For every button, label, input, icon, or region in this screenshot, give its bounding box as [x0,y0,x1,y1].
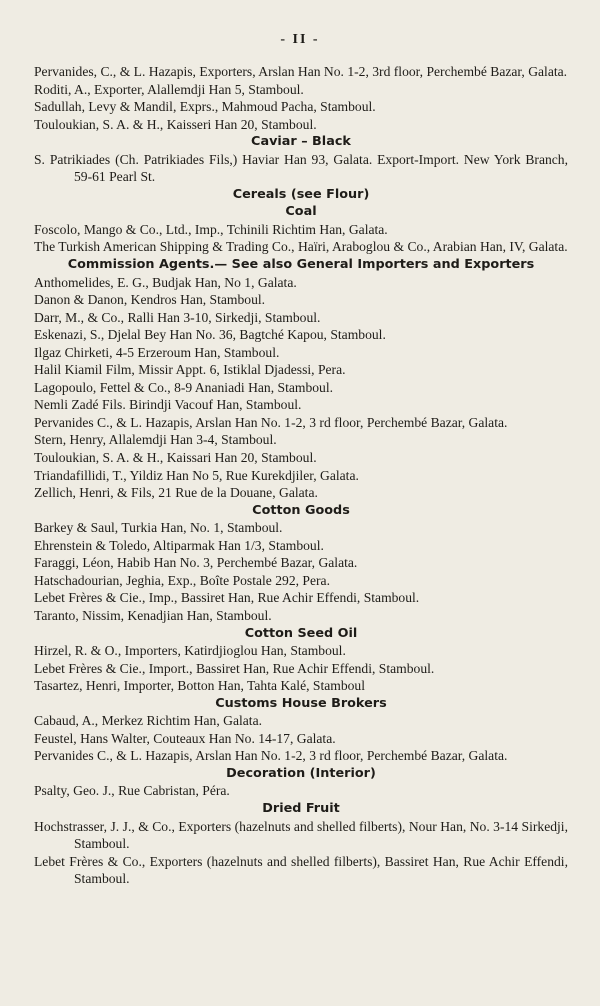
directory-entry: Eskenazi, S., Djelal Bey Han No. 36, Bagtché Kapou, Stamboul. [34,327,386,343]
directory-entry: Lebet Frères & Cie., Imp., Bassiret Han, Rue Achir Effendi, Stamboul. [34,590,420,606]
directory-entry: Lebet Frères & Co., Exporters (hazelnuts and shelled filberts), Bassiret Han, Rue Achir Effendi, Stamboul. [34,853,568,887]
directory-entry: Cabaud, A., Merkez Richtim Han, Galata. [34,713,263,729]
directory-entry: Psalty, Geo. J., Rue Cabristan, Péra. [34,783,230,799]
page-number: - II - [280,32,320,47]
directory-entry: Pervanides, C., & L. Hazapis, Exporters, Arslan Han No. 1-2, 3rd floor, Perchembé Bazar, Galata. [34,64,568,79]
section-heading: Commission Agents.— See also General Importers and Exporters [67,257,535,273]
section-heading: Caviar – Black [251,134,351,150]
section-heading: Cotton Goods [252,502,350,518]
directory-entry: Nemli Zadé Fils. Birindji Vacouf Han, Stamboul. [34,397,302,413]
directory-entry: Touloukian, S. A. & H., Kaissari Han 20, Stamboul. [34,450,317,466]
directory-entry: Lagopoulo, Fettel & Co., 8-9 Ananiadi Han, Stamboul. [34,379,334,395]
directory-entry: Hochstrasser, J. J., & Co., Exporters (hazelnuts and shelled filberts), Nour Han, No. 3-14 Sirkedji, Stamboul. [34,818,568,852]
directory-entry: Hirzel, R. & O., Importers, Katirdjioglou Han, Stamboul. [34,643,346,659]
directory-entry: Feustel, Hans Walter, Couteaux Han No. 14-17, Galata. [34,730,336,746]
section-heading: Coal [285,204,317,220]
directory-entry: Anthomelides, E. G., Budjak Han, No 1, Galata. [34,274,297,290]
directory-entry: Tasartez, Henri, Importer, Botton Han, Tahta Kalé, Stamboul [34,678,366,694]
section-heading: Dried Fruit [262,800,340,816]
directory-entry: Stern, Henry, Allalemdji Han 3-4, Stamboul. [34,432,277,448]
directory-entry: Zellich, Henri, & Fils, 21 Rue de la Douane, Galata. [34,485,318,501]
directory-entry: Triandafillidi, T., Yildiz Han No 5, Rue Kurekdjiler, Galata. [34,467,359,483]
directory-entry: Pervanides C., & L. Hazapis, Arslan Han No. 1-2, 3 rd floor, Perchembé Bazar, Galata. [34,414,508,430]
directory-entry: Ilgaz Chirketi, 4-5 Erzeroum Han, Stamboul. [34,344,280,360]
directory-entry: Hatschadourian, Jeghia, Exp., Boîte Postale 292, Pera. [34,572,330,588]
directory-entry: Darr, M., & Co., Ralli Han 3-10, Sirkedji, Stamboul. [34,309,321,325]
directory-entry: Barkey & Saul, Turkia Han, No. 1, Stamboul. [34,520,283,536]
directory-entry: Pervanides C., & L. Hazapis, Arslan Han No. 1-2, 3 rd floor, Perchembé Bazar, Galata. [34,748,508,764]
directory-listing [34,63,568,888]
directory-entry: Danon & Danon, Kendros Han, Stamboul. [34,292,266,308]
section-heading: Customs House Brokers [215,695,387,711]
directory-entry: Lebet Frères & Cie., Import., Bassiret Han, Rue Achir Effendi, Stamboul. [34,660,435,676]
directory-entry: Halil Kiamil Film, Missir Appt. 6, Istiklal Djadessi, Pera. [34,362,346,378]
directory-entry: Sadullah, Levy & Mandil, Exprs., Mahmoud Pacha, Stamboul. [34,99,376,115]
directory-entry: Faraggi, Léon, Habib Han No. 3, Perchembé Bazar, Galata. [34,555,358,571]
section-heading: Decoration (Interior) [226,765,376,781]
section-heading: Cotton Seed Oil [244,625,358,641]
directory-entry: The Turkish American Shipping & Trading Co., Haïri, Araboglou & Co., Arabian Han, IV, Galata. [34,239,568,255]
directory-entry: S. Patrikiades (Ch. Patrikiades Fils,) Haviar Han 93, Galata. Export-Import. New York Branch, 59-61 Pearl St. [34,151,568,185]
directory-entry: Taranto, Nissim, Kenadjian Han, Stamboul. [34,607,272,623]
directory-entry: Ehrenstein & Toledo, Altiparmak Han 1/3, Stamboul. [34,537,324,553]
directory-entry: Roditi, A., Exporter, Alallemdji Han 5, Stamboul. [34,81,304,97]
directory-entry: Touloukian, S. A. & H., Kaisseri Han 20, Stamboul. [34,116,317,132]
section-heading: Cereals (see Flour) [232,186,370,202]
directory-entry: Foscolo, Mango & Co., Ltd., Imp., Tchinili Richtim Han, Galata. [34,221,388,237]
